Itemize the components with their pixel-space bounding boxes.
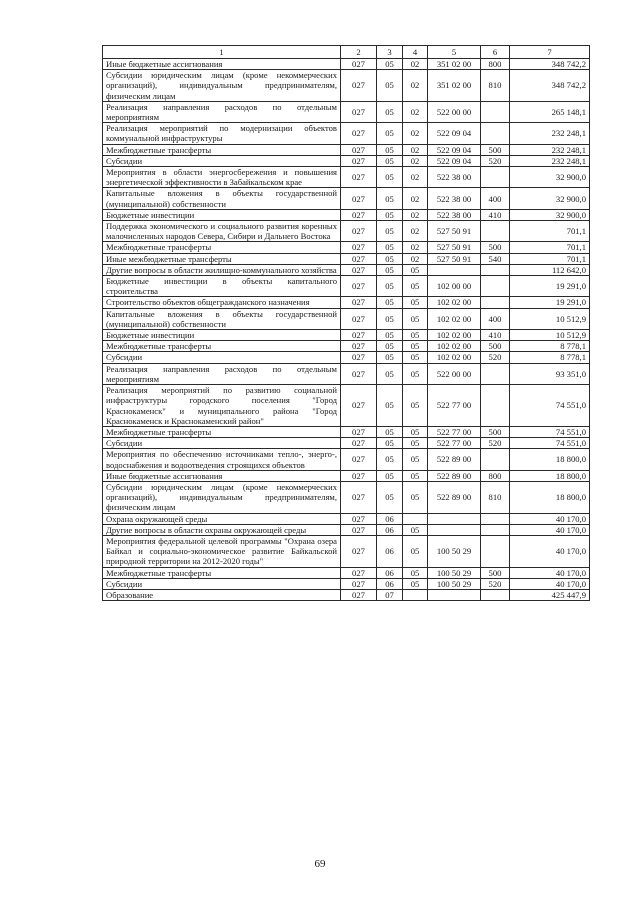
section-code-cell: 05 [377, 470, 403, 481]
amount-cell: 232 248,1 [510, 123, 590, 144]
table-row [103, 253, 590, 264]
section-code-cell: 05 [377, 264, 403, 275]
row-name-cell: Иные бюджетные ассигнования [103, 470, 341, 481]
table-row [103, 481, 590, 513]
row-name-cell: Реализация направления расходов по отдельным мероприятиям [103, 363, 341, 384]
admin-code-cell: 027 [341, 209, 377, 220]
target-article-cell: 102 02 00 [428, 297, 481, 308]
expense-type-cell: 400 [481, 308, 510, 329]
admin-code-cell: 027 [341, 481, 377, 513]
section-code-cell: 06 [377, 535, 403, 567]
admin-code-cell: 027 [341, 470, 377, 481]
subsection-code-cell: 05 [403, 481, 428, 513]
amount-cell: 74 551,0 [510, 438, 590, 449]
subsection-code-cell: 05 [403, 524, 428, 535]
row-name-cell: Субсидии юридическим лицам (кроме некоммерческих организаций), индивидуальным предпринимателям, физическим лицам [103, 481, 341, 513]
amount-cell: 40 170,0 [510, 513, 590, 524]
admin-code-cell: 027 [341, 449, 377, 470]
table-row [103, 308, 590, 329]
target-article-cell: 527 50 91 [428, 253, 481, 264]
expense-type-cell: 400 [481, 188, 510, 209]
row-name-cell: Реализация мероприятий по модернизации объектов коммунальной инфраструктуры [103, 123, 341, 144]
target-article-cell [428, 524, 481, 535]
admin-code-cell: 027 [341, 264, 377, 275]
expense-type-cell [481, 363, 510, 384]
amount-cell: 19 291,0 [510, 297, 590, 308]
table-row [103, 70, 590, 102]
row-name-cell: Бюджетные инвестиции [103, 209, 341, 220]
amount-cell: 32 900,0 [510, 209, 590, 220]
subsection-code-cell: 02 [403, 144, 428, 155]
target-article-cell: 522 89 00 [428, 481, 481, 513]
expense-type-cell [481, 221, 510, 242]
subsection-code-cell [403, 513, 428, 524]
amount-cell: 8 778,1 [510, 352, 590, 363]
expense-type-cell [481, 264, 510, 275]
table-row [103, 567, 590, 578]
table-row [103, 167, 590, 188]
subsection-code-cell: 05 [403, 308, 428, 329]
expense-type-cell: 500 [481, 341, 510, 352]
admin-code-cell: 027 [341, 438, 377, 449]
expense-type-cell: 540 [481, 253, 510, 264]
target-article-cell [428, 513, 481, 524]
expense-type-cell [481, 535, 510, 567]
table-row [103, 449, 590, 470]
row-name-cell: Субсидии [103, 352, 341, 363]
target-article-cell: 351 02 00 [428, 59, 481, 70]
amount-cell: 18 800,0 [510, 481, 590, 513]
amount-cell: 32 900,0 [510, 167, 590, 188]
page-number: 69 [314, 858, 326, 870]
table-body [103, 46, 590, 601]
subsection-code-cell: 05 [403, 330, 428, 341]
expense-type-cell: 500 [481, 426, 510, 437]
section-code-cell: 05 [377, 70, 403, 102]
admin-code-cell: 027 [341, 524, 377, 535]
expense-type-cell [481, 297, 510, 308]
target-article-cell: 522 89 00 [428, 449, 481, 470]
target-article-cell [428, 264, 481, 275]
subsection-code-cell: 05 [403, 363, 428, 384]
table-row [103, 264, 590, 275]
target-article-cell: 527 50 91 [428, 221, 481, 242]
table-row [103, 589, 590, 600]
subsection-code-cell: 02 [403, 59, 428, 70]
expense-type-cell: 520 [481, 438, 510, 449]
table-row [103, 470, 590, 481]
admin-code-cell: 027 [341, 242, 377, 253]
row-name-cell: Мероприятия федеральной целевой программы "Охрана озера Байкал и социально-экономическое развитие Байкальской природной территории на 2012-2020 годы" [103, 535, 341, 567]
row-name-cell: Бюджетные инвестиции в объекты капитального строительства [103, 276, 341, 297]
row-name-cell: Межбюджетные трансферты [103, 242, 341, 253]
row-name-cell: Субсидии [103, 438, 341, 449]
table-row [103, 363, 590, 384]
section-code-cell: 05 [377, 330, 403, 341]
row-name-cell: Поддержка экономического и социального развития коренных малочисленных народов Севера, Сибири и Дальнего Востока [103, 221, 341, 242]
table-row [103, 513, 590, 524]
section-code-cell: 05 [377, 188, 403, 209]
amount-cell: 112 642,0 [510, 264, 590, 275]
section-code-cell: 07 [377, 589, 403, 600]
expense-type-cell: 410 [481, 330, 510, 341]
row-name-cell: Иные бюджетные ассигнования [103, 59, 341, 70]
section-code-cell: 06 [377, 578, 403, 589]
subsection-code-cell: 02 [403, 101, 428, 122]
section-code-cell: 05 [377, 242, 403, 253]
subsection-code-cell: 05 [403, 297, 428, 308]
expense-type-cell: 800 [481, 59, 510, 70]
target-article-cell: 522 09 04 [428, 155, 481, 166]
subsection-code-cell: 05 [403, 341, 428, 352]
row-name-cell: Капитальные вложения в объекты государственной (муниципальной) собственности [103, 188, 341, 209]
expense-type-cell [481, 513, 510, 524]
target-article-cell: 100 50 29 [428, 578, 481, 589]
row-name-cell: Реализация мероприятий по развитию социальной инфраструктуры городского поселения "Город Краснокаменск" и муниципального района "Город Краснокаменск и Краснокаменский район" [103, 385, 341, 427]
section-code-cell: 05 [377, 221, 403, 242]
admin-code-cell: 027 [341, 253, 377, 264]
expense-type-cell: 520 [481, 352, 510, 363]
budget-table [102, 45, 590, 601]
header-cell: 2 [341, 46, 377, 59]
subsection-code-cell: 02 [403, 123, 428, 144]
target-article-cell: 522 77 00 [428, 438, 481, 449]
target-article-cell: 522 77 00 [428, 426, 481, 437]
subsection-code-cell: 05 [403, 426, 428, 437]
subsection-code-cell: 02 [403, 209, 428, 220]
expense-type-cell [481, 123, 510, 144]
target-article-cell: 351 02 00 [428, 70, 481, 102]
expense-type-cell: 500 [481, 144, 510, 155]
header-cell: 7 [510, 46, 590, 59]
section-code-cell: 05 [377, 449, 403, 470]
table-row [103, 297, 590, 308]
section-code-cell: 06 [377, 513, 403, 524]
admin-code-cell: 027 [341, 59, 377, 70]
section-code-cell: 05 [377, 209, 403, 220]
target-article-cell: 102 02 00 [428, 352, 481, 363]
expense-type-cell: 810 [481, 70, 510, 102]
admin-code-cell: 027 [341, 352, 377, 363]
admin-code-cell: 027 [341, 123, 377, 144]
target-article-cell: 522 38 00 [428, 188, 481, 209]
admin-code-cell: 027 [341, 144, 377, 155]
row-name-cell: Строительство объектов общегражданского назначения [103, 297, 341, 308]
amount-cell: 265 148,1 [510, 101, 590, 122]
target-article-cell: 522 89 00 [428, 470, 481, 481]
subsection-code-cell: 05 [403, 438, 428, 449]
target-article-cell: 102 02 00 [428, 308, 481, 329]
admin-code-cell: 027 [341, 101, 377, 122]
target-article-cell: 522 00 00 [428, 363, 481, 384]
subsection-code-cell: 05 [403, 535, 428, 567]
table-row [103, 426, 590, 437]
section-code-cell: 05 [377, 341, 403, 352]
table-row [103, 535, 590, 567]
header-cell: 5 [428, 46, 481, 59]
admin-code-cell: 027 [341, 589, 377, 600]
admin-code-cell: 027 [341, 535, 377, 567]
header-cell: 6 [481, 46, 510, 59]
header-cell: 3 [377, 46, 403, 59]
expense-type-cell: 410 [481, 209, 510, 220]
row-name-cell: Межбюджетные трансферты [103, 426, 341, 437]
table-row [103, 524, 590, 535]
section-code-cell: 05 [377, 101, 403, 122]
amount-cell: 701,1 [510, 221, 590, 242]
subsection-code-cell: 05 [403, 470, 428, 481]
target-article-cell: 522 00 00 [428, 101, 481, 122]
target-article-cell: 527 50 91 [428, 242, 481, 253]
section-code-cell: 05 [377, 481, 403, 513]
expense-type-cell: 810 [481, 481, 510, 513]
table-row [103, 276, 590, 297]
table-row [103, 188, 590, 209]
table-row [103, 341, 590, 352]
expense-type-cell [481, 101, 510, 122]
row-name-cell: Иные межбюджетные трансферты [103, 253, 341, 264]
subsection-code-cell: 05 [403, 567, 428, 578]
subsection-code-cell: 02 [403, 188, 428, 209]
admin-code-cell: 027 [341, 578, 377, 589]
table-row [103, 123, 590, 144]
subsection-code-cell: 02 [403, 155, 428, 166]
admin-code-cell: 027 [341, 385, 377, 427]
subsection-code-cell: 05 [403, 449, 428, 470]
subsection-code-cell: 02 [403, 167, 428, 188]
amount-cell: 18 800,0 [510, 449, 590, 470]
amount-cell: 19 291,0 [510, 276, 590, 297]
expense-type-cell: 800 [481, 470, 510, 481]
target-article-cell: 522 77 00 [428, 385, 481, 427]
target-article-cell: 102 00 00 [428, 276, 481, 297]
section-code-cell: 06 [377, 524, 403, 535]
row-name-cell: Другие вопросы в области охраны окружающей среды [103, 524, 341, 535]
section-code-cell: 05 [377, 276, 403, 297]
table-row [103, 578, 590, 589]
row-name-cell: Реализация направления расходов по отдельным мероприятиям [103, 101, 341, 122]
amount-cell: 232 248,1 [510, 144, 590, 155]
row-name-cell: Межбюджетные трансферты [103, 341, 341, 352]
amount-cell: 74 551,0 [510, 385, 590, 427]
amount-cell: 40 170,0 [510, 535, 590, 567]
table-row [103, 330, 590, 341]
amount-cell: 10 512,9 [510, 308, 590, 329]
amount-cell: 10 512,9 [510, 330, 590, 341]
subsection-code-cell: 05 [403, 385, 428, 427]
section-code-cell: 05 [377, 253, 403, 264]
subsection-code-cell: 05 [403, 264, 428, 275]
admin-code-cell: 027 [341, 155, 377, 166]
admin-code-cell: 027 [341, 221, 377, 242]
section-code-cell: 05 [377, 385, 403, 427]
table-row [103, 221, 590, 242]
target-article-cell: 522 38 00 [428, 209, 481, 220]
section-code-cell: 05 [377, 438, 403, 449]
amount-cell: 425 447,9 [510, 589, 590, 600]
section-code-cell: 05 [377, 308, 403, 329]
admin-code-cell: 027 [341, 167, 377, 188]
expense-type-cell [481, 524, 510, 535]
expense-type-cell: 520 [481, 578, 510, 589]
row-name-cell: Субсидии юридическим лицам (кроме некоммерческих организаций), индивидуальным предпринимателям, физическим лицам [103, 70, 341, 102]
table-row [103, 59, 590, 70]
target-article-cell: 100 50 29 [428, 535, 481, 567]
amount-cell: 40 170,0 [510, 524, 590, 535]
admin-code-cell: 027 [341, 567, 377, 578]
section-code-cell: 05 [377, 167, 403, 188]
amount-cell: 32 900,0 [510, 188, 590, 209]
row-name-cell: Субсидии [103, 155, 341, 166]
expense-type-cell: 500 [481, 242, 510, 253]
row-name-cell: Межбюджетные трансферты [103, 567, 341, 578]
subsection-code-cell: 02 [403, 242, 428, 253]
table-row [103, 242, 590, 253]
expense-type-cell [481, 167, 510, 188]
amount-cell: 93 351,0 [510, 363, 590, 384]
expense-type-cell: 500 [481, 567, 510, 578]
amount-cell: 8 778,1 [510, 341, 590, 352]
admin-code-cell: 027 [341, 363, 377, 384]
header-cell: 1 [103, 46, 341, 59]
table-row [103, 144, 590, 155]
subsection-code-cell: 05 [403, 578, 428, 589]
table-row [103, 101, 590, 122]
amount-cell: 348 742,2 [510, 70, 590, 102]
expense-type-cell [481, 385, 510, 427]
row-name-cell: Бюджетные инвестиции [103, 330, 341, 341]
row-name-cell: Мероприятия в области энергосбережения и повышения энергетической эффективности в Забайкальском крае [103, 167, 341, 188]
amount-cell: 74 551,0 [510, 426, 590, 437]
subsection-code-cell: 05 [403, 276, 428, 297]
target-article-cell: 522 09 04 [428, 123, 481, 144]
row-name-cell: Другие вопросы в области жилищно-коммунального хозяйства [103, 264, 341, 275]
table-row [103, 352, 590, 363]
amount-cell: 701,1 [510, 253, 590, 264]
row-name-cell: Мероприятия по обеспечению источниками тепло-, энерго-, водоснабжения и водоотведения строящихся объектов [103, 449, 341, 470]
table-row [103, 209, 590, 220]
expense-type-cell [481, 449, 510, 470]
subsection-code-cell: 02 [403, 70, 428, 102]
header-row [103, 46, 590, 59]
expense-type-cell [481, 276, 510, 297]
row-name-cell: Капитальные вложения в объекты государственной (муниципальной) собственности [103, 308, 341, 329]
subsection-code-cell [403, 589, 428, 600]
target-article-cell: 102 02 00 [428, 330, 481, 341]
admin-code-cell: 027 [341, 70, 377, 102]
amount-cell: 18 800,0 [510, 470, 590, 481]
admin-code-cell: 027 [341, 297, 377, 308]
amount-cell: 348 742,2 [510, 59, 590, 70]
amount-cell: 40 170,0 [510, 567, 590, 578]
section-code-cell: 05 [377, 297, 403, 308]
subsection-code-cell: 02 [403, 253, 428, 264]
row-name-cell: Субсидии [103, 578, 341, 589]
target-article-cell: 102 02 00 [428, 341, 481, 352]
admin-code-cell: 027 [341, 308, 377, 329]
admin-code-cell: 027 [341, 330, 377, 341]
header-cell: 4 [403, 46, 428, 59]
admin-code-cell: 027 [341, 426, 377, 437]
section-code-cell: 05 [377, 59, 403, 70]
amount-cell: 232 248,1 [510, 155, 590, 166]
section-code-cell: 05 [377, 123, 403, 144]
row-name-cell: Межбюджетные трансферты [103, 144, 341, 155]
subsection-code-cell: 05 [403, 352, 428, 363]
table-row [103, 438, 590, 449]
target-article-cell: 100 50 29 [428, 567, 481, 578]
admin-code-cell: 027 [341, 341, 377, 352]
amount-cell: 40 170,0 [510, 578, 590, 589]
table-row [103, 155, 590, 166]
expense-type-cell: 520 [481, 155, 510, 166]
amount-cell: 701,1 [510, 242, 590, 253]
admin-code-cell: 027 [341, 188, 377, 209]
expense-type-cell [481, 589, 510, 600]
row-name-cell: Образование [103, 589, 341, 600]
admin-code-cell: 027 [341, 513, 377, 524]
target-article-cell: 522 38 00 [428, 167, 481, 188]
subsection-code-cell: 02 [403, 221, 428, 242]
section-code-cell: 05 [377, 426, 403, 437]
table-row [103, 385, 590, 427]
section-code-cell: 06 [377, 567, 403, 578]
section-code-cell: 05 [377, 352, 403, 363]
target-article-cell [428, 589, 481, 600]
section-code-cell: 05 [377, 363, 403, 384]
row-name-cell: Охрана окружающей среды [103, 513, 341, 524]
admin-code-cell: 027 [341, 276, 377, 297]
section-code-cell: 05 [377, 155, 403, 166]
section-code-cell: 05 [377, 144, 403, 155]
target-article-cell: 522 09 04 [428, 144, 481, 155]
